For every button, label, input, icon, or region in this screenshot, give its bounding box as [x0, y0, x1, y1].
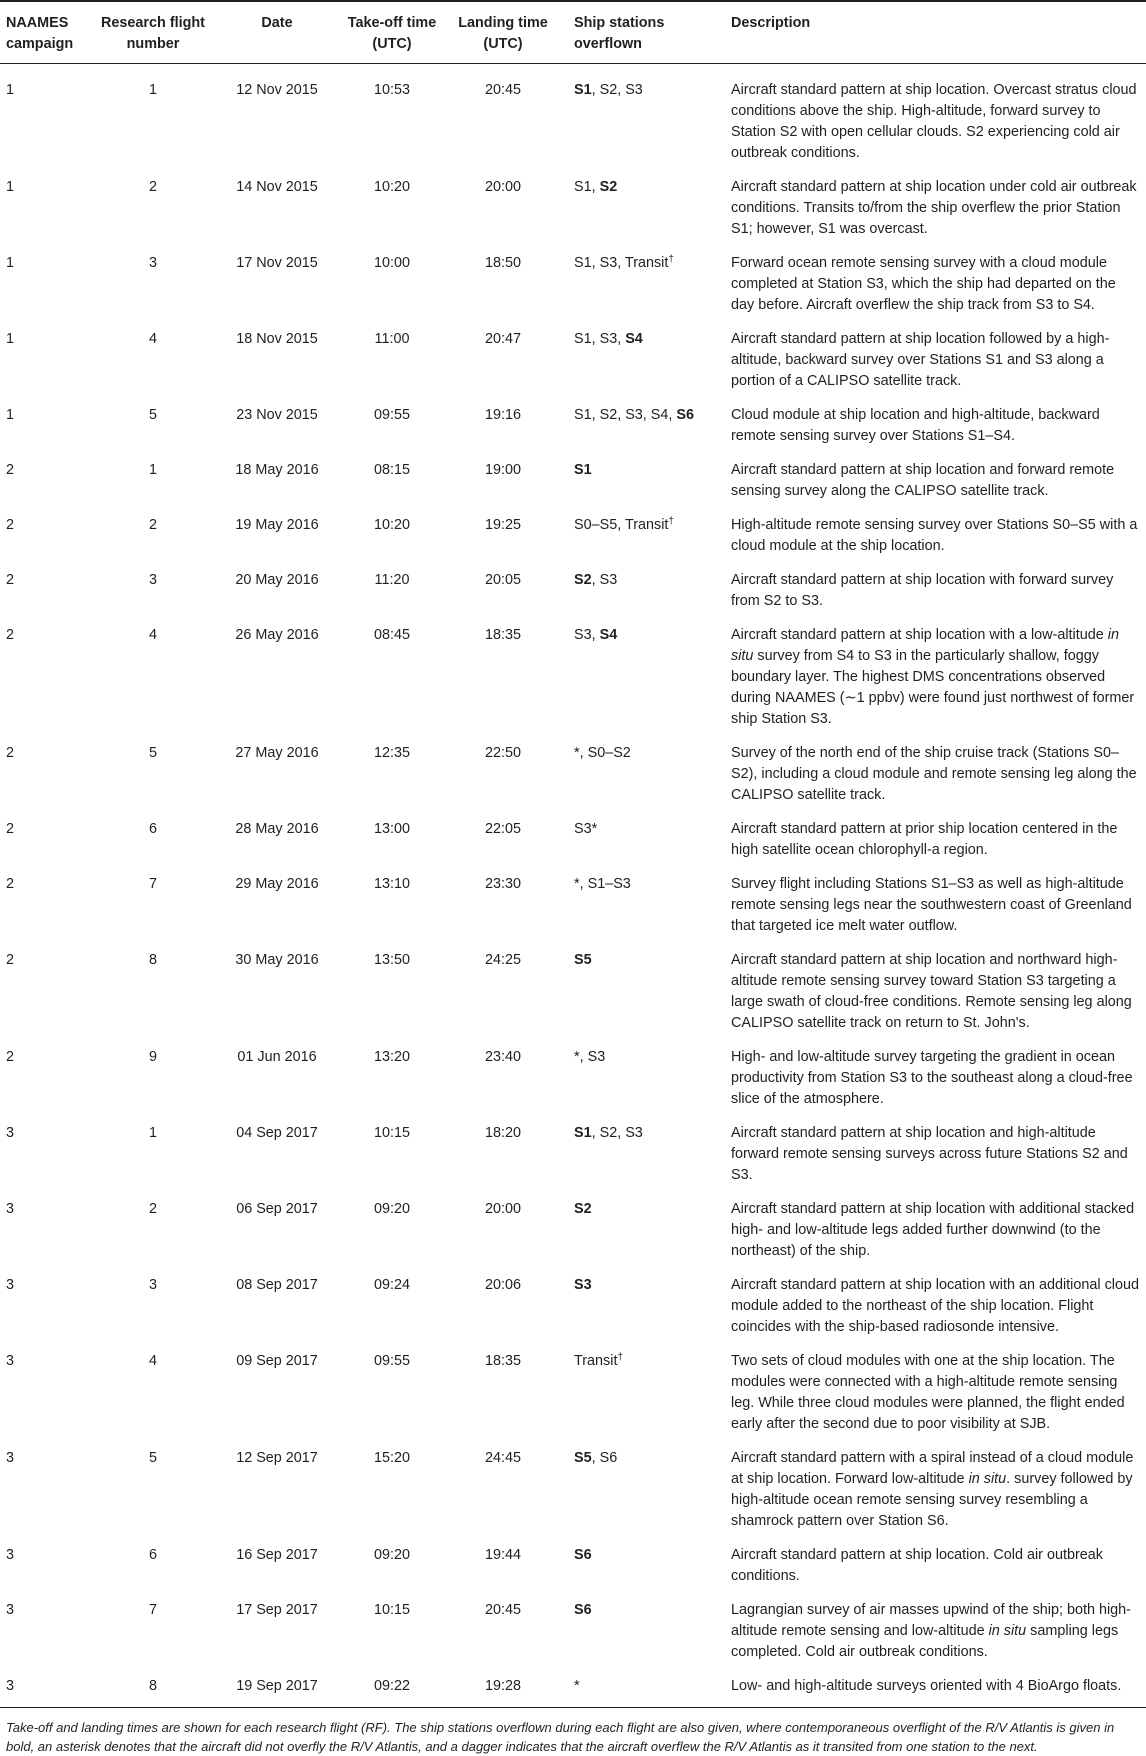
description-text: Aircraft standard pattern at prior ship location centered in the high satellite ocean chlorophyll-a region. — [731, 821, 1118, 858]
station-text: S3, — [574, 627, 600, 643]
cell-takeoff-time: 12:35 — [373, 745, 410, 761]
cell-ship-stations — [564, 944, 719, 1041]
table-row — [0, 1117, 1146, 1193]
cell-description — [719, 323, 1146, 399]
table-row — [0, 1269, 1146, 1345]
cell-landing-time: 19:28 — [442, 1670, 564, 1708]
station-bold: S1 — [574, 82, 592, 98]
table-row — [0, 1193, 1146, 1269]
cell-description — [719, 564, 1146, 619]
cell-description — [719, 454, 1146, 509]
cell-campaign: 1 — [6, 179, 15, 195]
table-row — [0, 1670, 1146, 1708]
header-row — [0, 2, 1146, 64]
cell-date: 08 Sep 2017 — [236, 1277, 318, 1293]
cell-description — [719, 1442, 1146, 1539]
station-bold: S6 — [676, 407, 695, 423]
dagger-mark: † — [668, 516, 674, 527]
station-text: , S2, S3 — [591, 1125, 643, 1141]
cell-takeoff-time: 09:24 — [373, 1277, 410, 1293]
description-text: Aircraft standard pattern at ship location. Cold air outbreak conditions. — [731, 1547, 1103, 1584]
cell-ship-stations — [564, 1193, 719, 1269]
table-row — [0, 1594, 1146, 1670]
dagger-mark: † — [617, 1352, 624, 1363]
cell-date: 14 Nov 2015 — [236, 179, 318, 195]
cell-ship-stations — [564, 171, 719, 247]
description-text: Lagrangian survey of air masses upwind of the ship; both high-altitude remote sensing and low-altitude — [731, 1602, 1131, 1639]
station-text: S0–S5, Transit — [574, 517, 669, 533]
cell-description — [719, 944, 1146, 1041]
cell-description — [719, 247, 1146, 323]
table-header — [0, 2, 1146, 64]
station-bold: S6 — [574, 1602, 592, 1618]
station-text: , S2, S3 — [591, 82, 643, 98]
cell-flight-number: 9 — [148, 1049, 157, 1065]
cell-landing-time: 22:50 — [484, 745, 521, 761]
station-bold: S5 — [574, 1450, 592, 1466]
table-caption: Take-off and landing times are shown for each research flight (RF). The ship stations overflown during each flight are also given, where contemporaneous overflight of the R/V Atlantis is given in bold, an asterisk denotes that the aircraft did not overfly the R/V Atlantis, and a dagger indicates that the aircraft overflew the R/V Atlantis as it transited from one station to the next. — [6, 1720, 1115, 1754]
cell-flight-number: 5 — [148, 407, 157, 423]
cell-takeoff-time: 08:45 — [373, 627, 410, 643]
research-flight-table — [0, 2, 1146, 1708]
cell-landing-time: 20:47 — [484, 331, 521, 347]
cell-description — [719, 1345, 1146, 1442]
cell-description — [719, 171, 1146, 247]
station-bold: S4 — [625, 331, 643, 347]
cell-takeoff-time: 09:55 — [373, 1353, 410, 1369]
cell-flight-number: 8 — [94, 1670, 212, 1708]
cell-date: 16 Sep 2017 — [236, 1547, 318, 1563]
description-text: . survey followed by high-altitude ocean remote sensing survey resembling a shamrock pattern over Station S6. — [731, 1471, 1133, 1529]
cell-flight-number: 8 — [148, 952, 157, 968]
header-description: Description — [719, 2, 1146, 64]
cell-landing-time: 18:35 — [484, 627, 521, 643]
cell-ship-stations — [564, 323, 719, 399]
description-italic: in situ — [988, 1623, 1027, 1639]
description-italic: in situ — [731, 627, 1119, 664]
cell-campaign: 2 — [6, 876, 15, 892]
cell-campaign: 2 — [6, 1049, 15, 1065]
table-row — [0, 1041, 1146, 1117]
cell-flight-number: 7 — [148, 876, 157, 892]
description-text: Aircraft standard pattern at ship location with forward survey from S2 to S3. — [731, 572, 1114, 609]
cell-campaign: 3 — [6, 1277, 15, 1293]
cell-campaign: 1 — [6, 255, 15, 271]
cell-date: 17 Sep 2017 — [236, 1602, 318, 1618]
cell-description — [719, 737, 1146, 813]
table-row — [0, 1345, 1146, 1442]
cell-landing-time: 20:00 — [484, 179, 521, 195]
station-bold: S6 — [574, 1547, 592, 1563]
cell-ship-stations — [564, 509, 719, 564]
station-bold: S3 — [574, 1277, 592, 1293]
cell-description — [719, 1539, 1146, 1594]
station-text: S1, — [574, 179, 600, 195]
cell-description — [719, 813, 1146, 868]
cell-takeoff-time: 10:00 — [373, 255, 410, 271]
table-row — [0, 1442, 1146, 1539]
cell-date: 19 May 2016 — [235, 517, 319, 533]
cell-date: 27 May 2016 — [235, 745, 319, 761]
cell-date: 12 Sep 2017 — [236, 1450, 318, 1466]
table-row — [0, 813, 1146, 868]
cell-ship-stations — [564, 1670, 719, 1708]
cell-ship-stations — [564, 1442, 719, 1539]
table-row — [0, 323, 1146, 399]
description-text: sampling legs completed. Cold air outbreak conditions. — [731, 1623, 1119, 1660]
station-bold: S2 — [574, 1201, 592, 1217]
description-text: Survey of the north end of the ship cruise track (Stations S0–S2), including a cloud module and remote sensing leg along the CALIPSO satellite track. — [731, 745, 1137, 803]
cell-description — [719, 1041, 1146, 1117]
cell-flight-number: 3 — [148, 572, 157, 588]
station-bold: S5 — [574, 952, 592, 968]
cell-flight-number: 7 — [148, 1602, 157, 1618]
cell-date: 26 May 2016 — [235, 627, 319, 643]
cell-date: 18 Nov 2015 — [236, 331, 318, 347]
station-text: *, S0–S2 — [574, 745, 631, 761]
cell-flight-number: 4 — [148, 627, 157, 643]
cell-landing-time: 19:44 — [484, 1547, 521, 1563]
cell-takeoff-time: 11:20 — [374, 572, 410, 588]
cell-campaign: 3 — [6, 1353, 15, 1369]
description-text: Aircraft standard pattern at ship location and high-altitude forward remote sensing surveys across future Stations S2 and S3. — [731, 1125, 1128, 1183]
cell-landing-time: 19:00 — [484, 462, 521, 478]
cell-landing-time: 24:25 — [484, 952, 521, 968]
cell-flight-number: 6 — [148, 1547, 157, 1563]
cell-date: 06 Sep 2017 — [236, 1201, 318, 1217]
cell-date: 23 Nov 2015 — [236, 407, 318, 423]
cell-campaign: 3 — [6, 1125, 15, 1141]
cell-date: 01 Jun 2016 — [237, 1049, 317, 1065]
description-text: High- and low-altitude survey targeting the gradient in ocean productivity from Station S3 to the southeast along a cloud-free slice of the atmosphere. — [731, 1049, 1133, 1107]
cell-landing-time: 20:06 — [484, 1277, 521, 1293]
cell-takeoff-time: 10:20 — [373, 179, 410, 195]
cell-flight-number: 5 — [148, 1450, 157, 1466]
cell-flight-number: 1 — [148, 462, 157, 478]
cell-campaign: 3 — [0, 1670, 94, 1708]
table-row — [0, 64, 1146, 172]
header-flight-number: Research flight number — [94, 2, 212, 64]
cell-description — [719, 399, 1146, 454]
table-row — [0, 619, 1146, 737]
cell-date: 29 May 2016 — [235, 876, 319, 892]
table-row — [0, 868, 1146, 944]
cell-date: 20 May 2016 — [235, 572, 319, 588]
description-text: Aircraft standard pattern with a spiral instead of a cloud module at ship location. Forward low-altitude — [731, 1450, 1134, 1487]
cell-flight-number: 4 — [148, 331, 157, 347]
cell-takeoff-time: 15:20 — [373, 1450, 410, 1466]
cell-description — [719, 1670, 1146, 1708]
cell-campaign: 2 — [6, 952, 15, 968]
table-row — [0, 399, 1146, 454]
cell-takeoff-time: 10:20 — [373, 517, 410, 533]
description-text: Aircraft standard pattern at ship location and northward high-altitude remote sensing survey toward Station S3 targeting a large swath of cloud-free conditions. Remote sensing leg along CALIPSO satellite track on return to St. John's. — [731, 952, 1132, 1031]
station-text: Transit — [574, 1353, 618, 1369]
description-text: Aircraft standard pattern at ship location with additional stacked high- and low-altitude legs added further downwind (to the northeast) of the ship. — [731, 1201, 1135, 1259]
description-text: High-altitude remote sensing survey over Stations S0–S5 with a cloud module at the ship location. — [731, 517, 1138, 554]
cell-ship-stations — [564, 564, 719, 619]
cell-campaign: 3 — [6, 1201, 15, 1217]
cell-flight-number: 5 — [148, 745, 157, 761]
description-text: Aircraft standard pattern at ship location and forward remote sensing survey along the CALIPSO satellite track. — [731, 462, 1115, 499]
description-text: Low- and high-altitude surveys oriented with 4 BioArgo floats. — [731, 1678, 1122, 1694]
cell-flight-number: 1 — [148, 82, 157, 98]
station-bold: S2 — [599, 179, 618, 195]
cell-campaign: 3 — [6, 1602, 15, 1618]
cell-landing-time: 19:25 — [484, 517, 521, 533]
header-campaign: NAAMES campaign — [0, 2, 94, 64]
cell-campaign: 3 — [6, 1450, 15, 1466]
header-takeoff-time: Take-off time (UTC) — [342, 2, 442, 64]
cell-takeoff-time: 13:10 — [373, 876, 410, 892]
cell-takeoff-time: 08:15 — [373, 462, 410, 478]
description-text: Two sets of cloud modules with one at the ship location. The modules were connected with a high-altitude remote sensing leg. While three cloud modules were planned, the flight ended early after the second due to poor visibility at SJB. — [731, 1353, 1125, 1432]
cell-flight-number: 2 — [148, 179, 157, 195]
cell-takeoff-time: 13:00 — [373, 821, 410, 837]
cell-takeoff-time: 09:20 — [373, 1201, 410, 1217]
table-row — [0, 454, 1146, 509]
cell-ship-stations — [564, 1041, 719, 1117]
station-bold: S1 — [574, 1125, 592, 1141]
cell-landing-time: 23:40 — [484, 1049, 521, 1065]
cell-landing-time: 18:35 — [484, 1353, 521, 1369]
station-text: S1, S3, — [574, 331, 626, 347]
cell-description — [719, 1193, 1146, 1269]
cell-takeoff-time: 09:22 — [342, 1670, 442, 1708]
description-text: Aircraft standard pattern at ship location with a low-altitude — [731, 627, 1108, 643]
station-text: *, S3 — [574, 1049, 606, 1065]
cell-takeoff-time: 11:00 — [374, 331, 410, 347]
station-text: S3* — [574, 821, 598, 837]
cell-campaign: 2 — [6, 517, 15, 533]
station-text: , S6 — [591, 1450, 618, 1466]
cell-ship-stations — [564, 619, 719, 737]
table-row — [0, 509, 1146, 564]
cell-takeoff-time: 13:50 — [373, 952, 410, 968]
description-text: survey from S4 to S3 in the particularly shallow, foggy boundary layer. The highest DMS concentrations observed during NAAMES (∼1 ppbv) were found just northwest of former ship Station S3. — [731, 648, 1135, 727]
cell-campaign: 1 — [6, 82, 15, 98]
cell-campaign: 2 — [6, 627, 15, 643]
table-row — [0, 171, 1146, 247]
cell-flight-number: 3 — [148, 255, 157, 271]
cell-landing-time: 20:45 — [484, 82, 521, 98]
description-text: Aircraft standard pattern at ship location with an additional cloud module added to the northeast of the ship location. Flight coincides with the ship-based radiosonde intensive. — [731, 1277, 1139, 1335]
cell-ship-stations — [564, 399, 719, 454]
cell-landing-time: 20:05 — [484, 572, 521, 588]
cell-flight-number: 3 — [148, 1277, 157, 1293]
description-text: Aircraft standard pattern at ship location. Overcast stratus cloud conditions above the ship. High-altitude, forward survey to Station S2 with open cellular clouds. S2 experiencing cold air outbreak conditions. — [731, 82, 1137, 161]
cell-takeoff-time: 10:15 — [373, 1602, 410, 1618]
cell-date: 19 Sep 2017 — [212, 1670, 342, 1708]
station-text: *, S1–S3 — [574, 876, 631, 892]
cell-date: 17 Nov 2015 — [236, 255, 318, 271]
cell-ship-stations — [564, 1539, 719, 1594]
cell-landing-time: 19:16 — [484, 407, 521, 423]
station-bold: S2 — [574, 572, 592, 588]
cell-landing-time: 20:00 — [484, 1201, 521, 1217]
cell-landing-time: 20:45 — [484, 1602, 521, 1618]
cell-ship-stations — [564, 1117, 719, 1193]
cell-flight-number: 4 — [148, 1353, 157, 1369]
description-italic: in situ — [968, 1471, 1007, 1487]
cell-landing-time: 23:30 — [484, 876, 521, 892]
cell-ship-stations — [564, 247, 719, 323]
cell-flight-number: 1 — [148, 1125, 157, 1141]
cell-date: 28 May 2016 — [235, 821, 319, 837]
cell-description — [719, 1117, 1146, 1193]
cell-flight-number: 2 — [148, 1201, 157, 1217]
cell-ship-stations — [564, 1594, 719, 1670]
table-row — [0, 944, 1146, 1041]
table-row — [0, 564, 1146, 619]
description-text: Aircraft standard pattern at ship location followed by a high-altitude, backward survey over Stations S1 and S3 along a portion of a CALIPSO satellite track. — [731, 331, 1110, 389]
cell-campaign: 1 — [6, 407, 15, 423]
cell-date: 30 May 2016 — [235, 952, 319, 968]
cell-landing-time: 24:45 — [484, 1450, 521, 1466]
cell-ship-stations — [564, 64, 719, 172]
cell-landing-time: 22:05 — [484, 821, 521, 837]
station-text: S1, S2, S3, S4, — [574, 407, 677, 423]
header-ship-stations: Ship stations overflown — [564, 2, 719, 64]
cell-description — [719, 868, 1146, 944]
station-text: * — [574, 1678, 580, 1694]
description-text: Aircraft standard pattern at ship location under cold air outbreak conditions. Transits to/from the ship overflew the prior Station S1; however, S1 was overcast. — [731, 179, 1137, 237]
cell-description — [719, 509, 1146, 564]
cell-description — [719, 64, 1146, 172]
cell-landing-time: 18:50 — [484, 255, 521, 271]
station-bold: S4 — [599, 627, 618, 643]
cell-ship-stations — [564, 1345, 719, 1442]
cell-description — [719, 1594, 1146, 1670]
cell-description — [719, 619, 1146, 737]
cell-campaign: 3 — [6, 1547, 15, 1563]
cell-takeoff-time: 10:53 — [373, 82, 410, 98]
table-row — [0, 1539, 1146, 1594]
cell-campaign: 2 — [6, 572, 15, 588]
cell-flight-number: 6 — [148, 821, 157, 837]
header-date: Date — [212, 2, 342, 64]
cell-date: 04 Sep 2017 — [236, 1125, 318, 1141]
cell-landing-time: 18:20 — [484, 1125, 521, 1141]
cell-takeoff-time: 13:20 — [373, 1049, 410, 1065]
cell-campaign: 2 — [6, 462, 15, 478]
cell-flight-number: 2 — [148, 517, 157, 533]
table-row — [0, 247, 1146, 323]
description-text: Survey flight including Stations S1–S3 as well as high-altitude remote sensing legs near the southwestern coast of Greenland that targeted ice melt water outflow. — [731, 876, 1132, 934]
cell-date: 12 Nov 2015 — [236, 82, 318, 98]
table-row — [0, 737, 1146, 813]
cell-takeoff-time: 09:20 — [373, 1547, 410, 1563]
cell-ship-stations — [564, 737, 719, 813]
cell-ship-stations — [564, 454, 719, 509]
cell-campaign: 1 — [6, 331, 15, 347]
cell-date: 18 May 2016 — [235, 462, 319, 478]
cell-ship-stations — [564, 813, 719, 868]
station-text: S1, S3, Transit — [574, 255, 669, 271]
description-text: Forward ocean remote sensing survey with a cloud module completed at Station S3, which the ship had departed on the day before. Aircraft overflew the ship track from S3 to S4. — [731, 255, 1116, 313]
station-text: , S3 — [591, 572, 618, 588]
cell-description — [719, 1269, 1146, 1345]
cell-date: 09 Sep 2017 — [236, 1353, 318, 1369]
dagger-mark: † — [668, 254, 674, 265]
header-landing-time: Landing time (UTC) — [442, 2, 564, 64]
cell-campaign: 2 — [6, 745, 15, 761]
cell-ship-stations — [564, 868, 719, 944]
cell-ship-stations — [564, 1269, 719, 1345]
cell-takeoff-time: 10:15 — [373, 1125, 410, 1141]
cell-takeoff-time: 09:55 — [373, 407, 410, 423]
table-body — [0, 64, 1146, 1708]
station-bold: S1 — [574, 462, 592, 478]
cell-campaign: 2 — [6, 821, 15, 837]
description-text: Cloud module at ship location and high-altitude, backward remote sensing survey over Stations S1–S4. — [731, 407, 1100, 444]
